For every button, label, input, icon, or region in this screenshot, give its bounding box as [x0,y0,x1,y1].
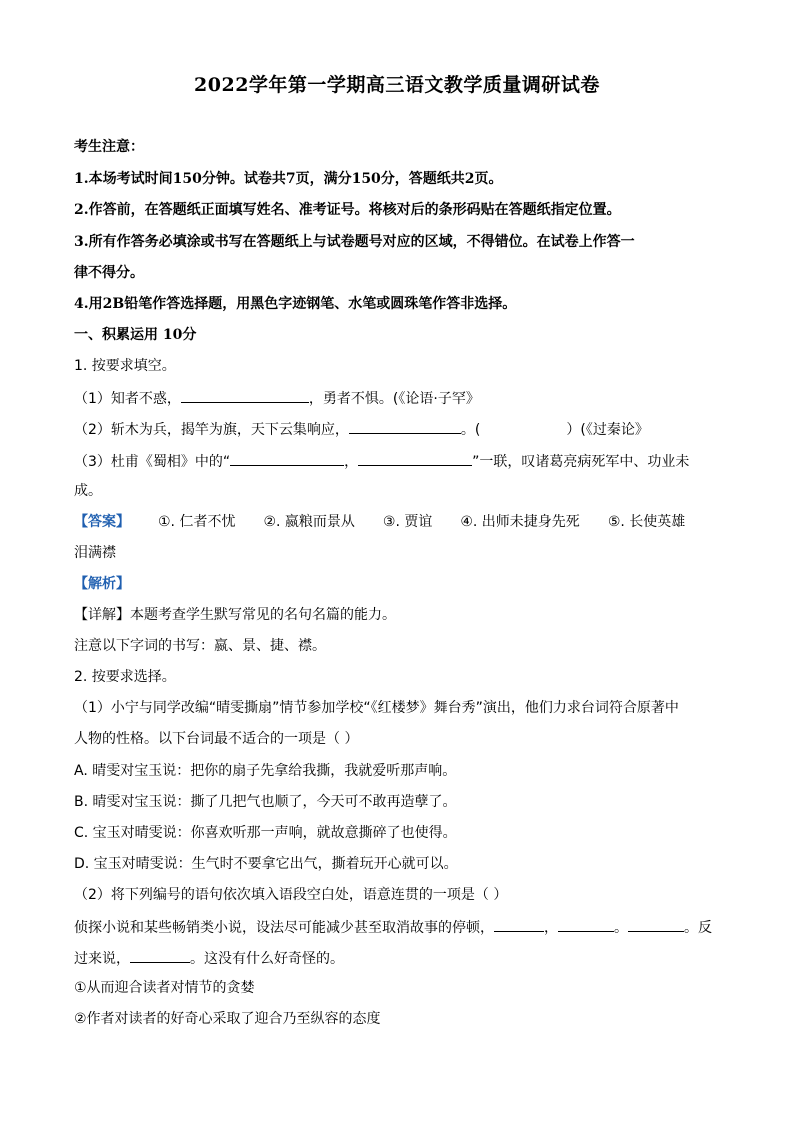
q1-part1 [74,387,480,409]
q2-blank-3[interactable] [628,916,684,932]
q2-sep-1: ， [544,920,558,936]
q2-part1-line2: 人物的性格。以下台词最不适合的一项是（ ） [74,731,359,747]
notice-item-3: 3.所有作答务必填涂或书写在答题纸上与试卷题号对应的区域，不得错位。在试卷上作答一 [74,234,635,250]
q2-sentence-1: ①从而迎合读者对情节的贪婪 [74,980,255,996]
q1-part2-pre: （2）斩木为兵，揭竿为旗，天下云集响应， [74,422,349,438]
q1-part1-post: ，勇者不惧。(《论语·子罕》 [308,391,480,407]
notice-item-4: 4.用2B铅笔作答选择题，用黑色字迹钢笔、水笔或圆珠笔作答非选择。 [74,296,517,312]
q2-blank-2[interactable] [558,916,614,932]
q1-part1-pre: （1）知者不惑， [74,391,181,407]
q2-sentence-2: ②作者对读者的好奇心采取了迎合乃至纵容的态度 [74,1011,381,1027]
q2-option-c: C. 宝玉对晴雯说：你喜欢听那一声响，就故意撕碎了也使得。 [74,825,457,841]
q1-blank-1[interactable] [181,387,309,403]
q2-part2-stem: （2）将下列编号的语句依次填入语段空白处，语意连贯的一项是（ ） [74,887,508,903]
q1-blank-2[interactable] [349,418,461,434]
analysis-detail: 【详解】本题考查学生默写常见的名句名篇的能力。 [74,607,396,623]
answer-cont: 泪满襟 [74,545,116,561]
q2-stem: 2. 按要求选择。 [74,669,176,685]
analysis-label: 【解析】 [74,576,130,592]
section-heading: 一、积累运用 10分 [74,327,197,343]
q1-blank-4[interactable] [230,450,344,466]
q1-part2 [74,418,649,440]
q2-option-b: B. 晴雯对宝玉说：撕了几把气也顺了，今天可不敢再造孽了。 [74,794,457,810]
q2-blank-1[interactable] [494,916,544,932]
q2-passage-a: 侦探小说和某些畅销类小说，设法尽可能减少甚至取消故事的停顿， [74,920,494,936]
answer-item-1: ①. 仁者不忧 [158,514,236,530]
answer-label: 【答案】 [74,514,130,530]
q1-part3-post: ”一联，叹诸葛亮病死军中、功业未 [472,454,690,470]
q1-stem: 1. 按要求填空。 [74,358,176,374]
q2-sep-2: 。 [614,920,628,936]
q1-part3-sep: ， [344,454,359,470]
notice-heading: 考生注意： [74,139,144,155]
analysis-note: 注意以下字词的书写：嬴、景、捷、襟。 [74,638,326,654]
q1-part3-cont: 成。 [74,483,102,499]
notice-item-1: 1.本场考试时间150分钟。试卷共7页，满分150分，答题纸共2页。 [74,171,503,187]
q2-passage-line1 [74,916,712,938]
answer-item-5: ⑤. 长使英雄 [607,514,686,530]
answer-item-4: ④. 出师未捷身先死 [460,514,580,530]
answer-item-3: ③. 贾谊 [382,514,433,530]
q2-passage-d: 。这没有什么好奇怪的。 [190,951,344,967]
q2-part1-line1: （1）小宁与同学改编“晴雯撕扇”情节参加学校“《红楼梦》舞台秀”演出，他们力求台词符合原著中 [74,700,679,716]
q2-blank-4[interactable] [130,947,190,963]
q2-option-d: D. 宝玉对晴雯说：生气时不要拿它出气，撕着玩开心就可以。 [74,856,458,872]
exam-title: 2022学年第一学期高三语文教学质量调研试卷 [194,74,600,96]
q1-part3 [74,450,689,472]
q1-blank-5[interactable] [358,450,472,466]
q1-part2-post: ）(《过秦论》 [566,422,649,438]
q2-passage-line2 [74,947,344,969]
notice-item-2: 2.作答前，在答题纸正面填写姓名、准考证号。将核对后的条形码贴在答题纸指定位置。 [74,202,621,218]
q2-passage-b: 。反 [684,920,712,936]
notice-item-3-cont: 律不得分。 [74,265,144,281]
q1-part2-mid: 。( [460,422,481,438]
q2-option-a: A. 晴雯对宝玉说：把你的扇子先拿给我撕，我就爱听那声响。 [74,763,457,779]
q2-passage-c: 过来说， [74,951,130,967]
q1-part3-pre: （3）杜甫《蜀相》中的“ [74,454,231,470]
q1-answer-row [74,512,685,532]
answer-item-2: ②. 嬴粮而景从 [263,514,355,530]
